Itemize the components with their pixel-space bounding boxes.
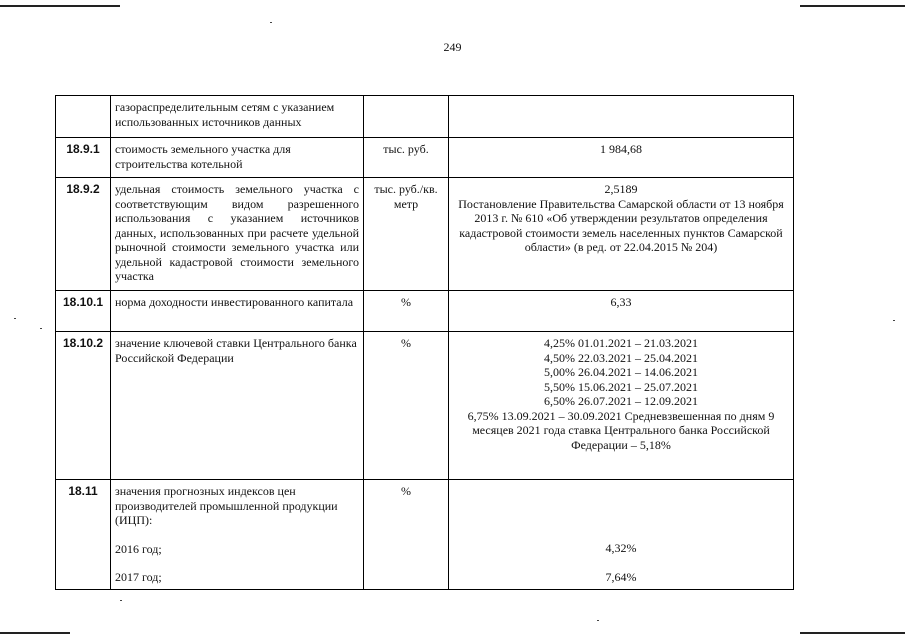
- row-value: [449, 138, 794, 178]
- scan-edge-top-right: [800, 5, 905, 7]
- value-line: 4,50% 22.03.2021 – 25.04.2021: [544, 350, 698, 365]
- scan-speck: [597, 620, 599, 621]
- row-unit: %: [364, 480, 449, 590]
- table-row: [56, 480, 794, 590]
- row-number: 18.10.2: [56, 332, 111, 480]
- page-number: 249: [443, 40, 462, 54]
- year-label: 2016 год;: [115, 541, 162, 556]
- table-row: [56, 291, 794, 332]
- value-spacer: [453, 484, 789, 527]
- value-line: 6,33: [610, 295, 632, 309]
- row-value: [449, 291, 794, 332]
- row-number: [56, 96, 111, 138]
- row-unit: [364, 96, 449, 138]
- table-row: [56, 178, 794, 291]
- scan-speck: [14, 318, 16, 319]
- row-value: [449, 480, 794, 590]
- table-row: [56, 332, 794, 480]
- scan-speck: [120, 600, 122, 601]
- year-value: 7,64%: [605, 569, 637, 584]
- row-number: 18.10.1: [56, 291, 111, 332]
- row-value: [449, 178, 794, 291]
- scan-edge-bottom-left: [0, 632, 70, 634]
- value-line: 1 984,68: [600, 142, 642, 156]
- row-description: газораспределительным сетям с указанием использованных источников данных: [111, 96, 364, 138]
- indices-heading: значения прогнозных индексов цен производителей промышленной продукции (ИЦП):: [115, 484, 338, 527]
- table-row: [56, 96, 794, 138]
- parameters-table: [55, 95, 794, 590]
- row-number: 18.11: [56, 480, 111, 590]
- row-description: норма доходности инвестированного капитала: [111, 291, 364, 332]
- table-row: [56, 138, 794, 178]
- scan-speck: [270, 22, 272, 23]
- value-line: 5,00% 26.04.2021 – 14.06.2021: [544, 365, 698, 379]
- value-line: Постановление Правительства Самарской области от 13 ноября 2013 г. № 610 «Об утверждении результатов определения кадастровой стоимости земель населенных пунктов Самарской области» (в ред. от 22.04.2015 № 204): [458, 196, 784, 254]
- row-unit: %: [364, 332, 449, 480]
- row-number: 18.9.2: [56, 178, 111, 291]
- row-description: удельная стоимость земельного участка с соответствующим видом разрешенного использования с указанием источников данных, использованных при расчете удельной рыночной стоимости земельного участка или удельной кадастровой стоимости земельного участка: [111, 178, 364, 291]
- scan-edge-top-left: [0, 5, 120, 7]
- row-unit: тыс. руб./кв. метр: [364, 178, 449, 291]
- value-line: 2,5189: [604, 182, 638, 196]
- row-number: 18.9.1: [56, 138, 111, 178]
- row-unit: %: [364, 291, 449, 332]
- value-line: 6,75% 13.09.2021 – 30.09.2021 Средневзвешенная по дням 9 месяцев 2021 года ставка Центрального банка Российской Федерации – 5,18%: [467, 408, 775, 452]
- row-value: [449, 96, 794, 138]
- scan-edge-bottom-right: [800, 632, 905, 634]
- row-description: стоимость земельного участка для строительства котельной: [111, 138, 364, 178]
- year-value: 4,32%: [605, 541, 637, 555]
- scan-speck: [40, 328, 42, 329]
- row-unit: тыс. руб.: [364, 138, 449, 178]
- value-line: 5,50% 15.06.2021 – 25.07.2021: [544, 379, 698, 394]
- scan-speck: [893, 320, 895, 321]
- row-description: значение ключевой ставки Центрального банка Российской Федерации: [111, 332, 364, 480]
- year-label: 2017 год;: [115, 570, 162, 584]
- value-line: 6,50% 26.07.2021 – 12.09.2021: [544, 394, 698, 408]
- row-value: [449, 332, 794, 480]
- row-description: [111, 480, 364, 590]
- value-line: 4,25% 01.01.2021 – 21.03.2021: [544, 336, 698, 350]
